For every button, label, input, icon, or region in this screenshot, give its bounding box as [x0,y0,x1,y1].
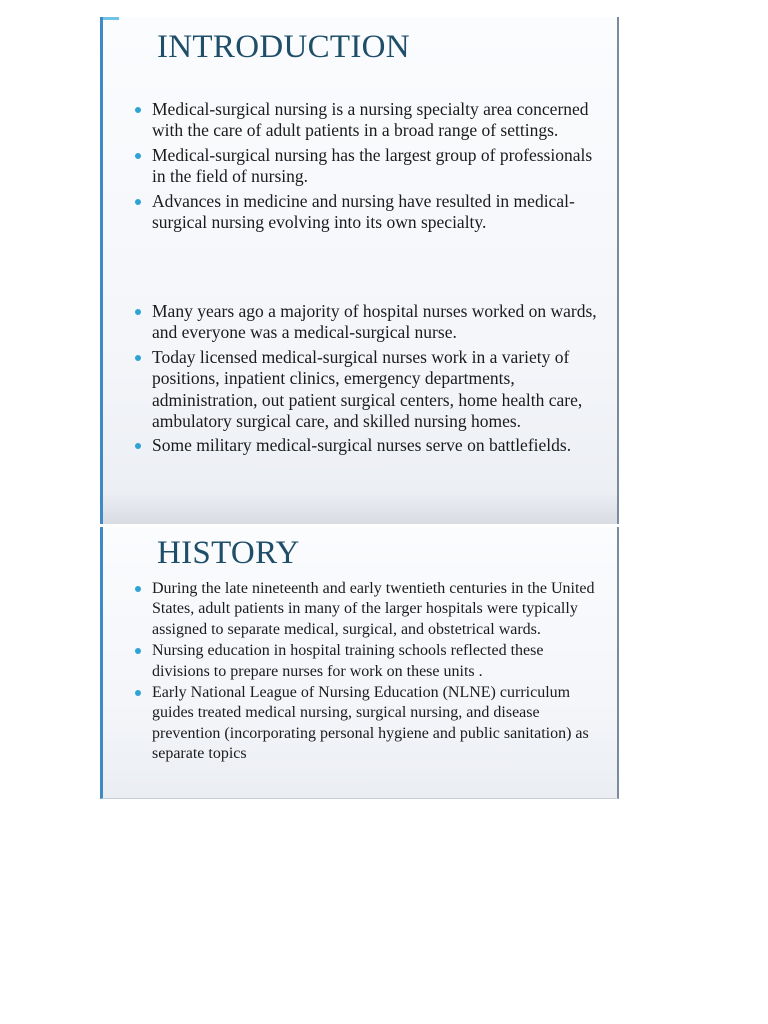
bullet-dot-icon [135,153,141,159]
bullet-item [135,301,599,344]
bullet-list [135,301,599,460]
bullet-dot-icon [135,309,141,315]
bullet-text: Advances in medicine and nursing have resulted in medical- surgical nursing evolving into its own specialty. [152,190,575,233]
bullet-list [135,579,599,766]
slide-title: HISTORY [157,535,300,571]
bullet-text: Today licensed medical-surgical nurses work in a variety of positions, inpatient clinics, emergency departments, administration, out patient surgical centers, home health care, ambulatory surgical care, and skilled nursing homes. [152,346,583,432]
bullet-list [135,99,599,236]
bullet-text: Medical-surgical nursing is a nursing specialty area concerned with the care of adult patients in a broad range of settings. [152,99,589,141]
bullet-dot-icon [135,690,141,696]
bullet-dot-icon [135,355,141,361]
bullet-item [135,683,599,765]
bullet-item [135,191,599,234]
bullet-text: Many years ago a majority of hospital nurses worked on wards, and everyone was a medical-surgical nurse. [152,301,597,343]
bullet-text: During the late nineteenth and early twentieth centuries in the United States, adult patients in many of the larger hospitals were typically assigned to separate medical, surgical, and obstetrical wards. [152,580,595,638]
slide-title: INTRODUCTION [157,29,410,65]
bullet-item [135,99,599,142]
bullet-dot-icon [135,107,141,113]
slide-shadow [103,492,617,524]
bullet-text: Early National League of Nursing Education (NLNE) curriculum guides treated medical nursing, surgical nursing, and disease prevention (incorporating personal hygiene and public sanitation) as separate topics [152,684,589,763]
bullet-item [135,579,599,640]
bullet-dot-icon [135,199,141,205]
bullet-item [135,435,599,456]
corner-accent [103,17,119,20]
bullet-dot-icon [135,586,141,592]
bullet-dot-icon [135,443,141,449]
bullet-text: Some military medical-surgical nurses serve on battlefields. [152,435,572,456]
bullet-item [135,347,599,433]
bullet-text: Nursing education in hospital training schools reflected these divisions to prepare nurses for work on these units . [152,642,544,680]
slide-introduction [100,17,619,524]
bullet-text: Medical-surgical nursing has the largest group of professionals in the field of nursing. [152,144,593,187]
slide-history [100,527,619,799]
bullet-item [135,641,599,682]
bullet-dot-icon [135,648,141,654]
bullet-item [135,145,599,188]
